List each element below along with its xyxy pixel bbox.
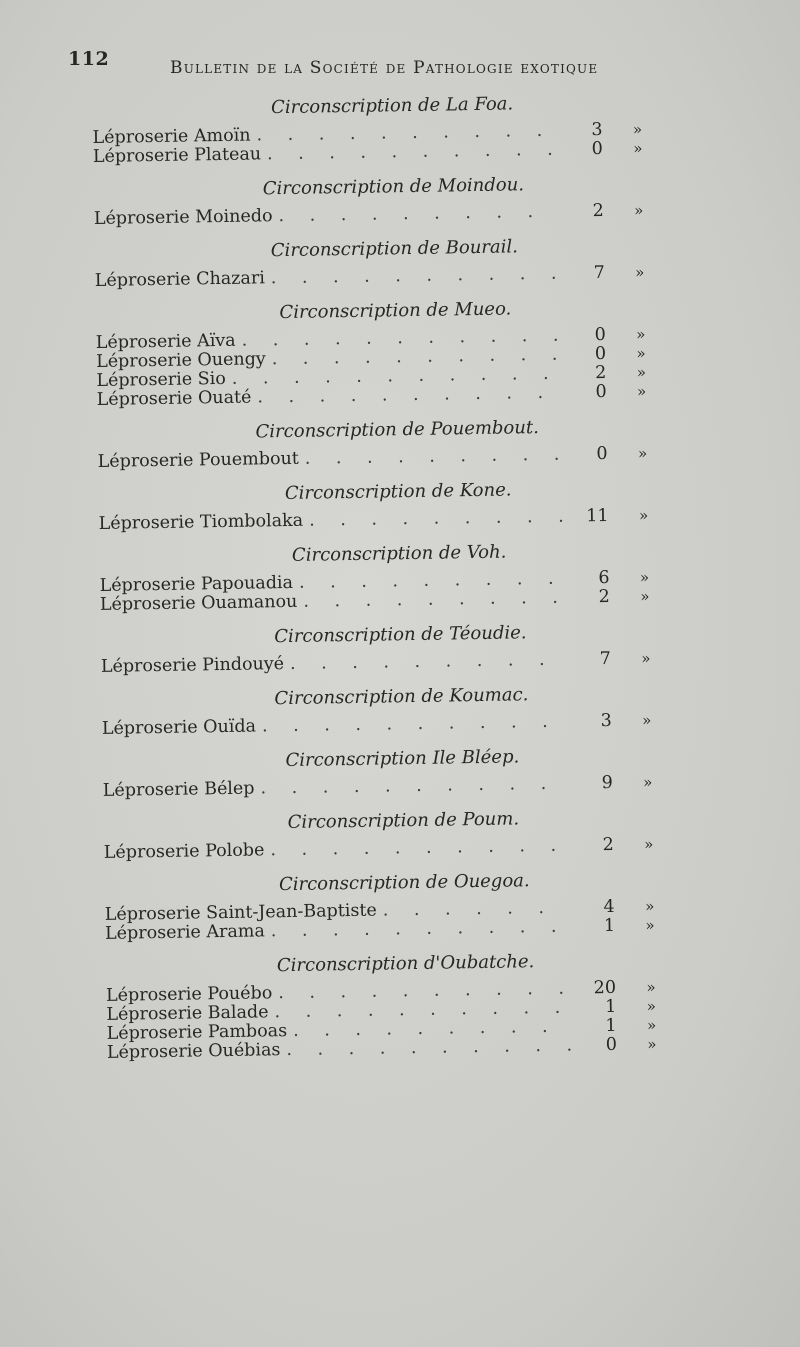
entry-name: Léproserie Ouébias xyxy=(106,1040,281,1063)
section-heading: Circonscription de Kone. xyxy=(284,479,512,505)
dot-leader xyxy=(309,508,563,531)
entry-name: Léproserie Pouembout xyxy=(97,448,299,472)
ditto-mark: » xyxy=(646,997,657,1016)
ditto-mark: » xyxy=(647,1035,657,1054)
circonscription-section xyxy=(99,525,680,615)
entry-value: 6 xyxy=(598,567,610,589)
circonscription-section xyxy=(93,158,674,229)
circonscription-section xyxy=(105,935,687,1063)
circonscription-section xyxy=(103,792,684,863)
entry-name: Léproserie Bélep xyxy=(102,778,255,801)
section-heading: Circonscription de Pouembout. xyxy=(255,417,540,443)
ditto-mark: » xyxy=(644,835,654,854)
section-heading: Circonscription de La Foa. xyxy=(270,93,514,119)
ditto-mark: » xyxy=(638,506,649,525)
circonscription-section xyxy=(102,730,683,801)
ditto-mark: » xyxy=(633,139,643,158)
entry-value: 2 xyxy=(598,586,611,608)
entry-value: 9 xyxy=(601,772,613,794)
section-heading: Circonscription de Moindou. xyxy=(262,174,525,200)
entry-value: 0 xyxy=(591,138,603,160)
entry-name: Léproserie Pindouyé xyxy=(100,654,285,677)
entry-value: 0 xyxy=(595,381,607,403)
ditto-mark: » xyxy=(640,587,650,606)
ditto-mark: » xyxy=(634,201,644,220)
entry-name: Léproserie Tiombolaka xyxy=(98,510,304,534)
ditto-mark: » xyxy=(642,711,652,730)
circonscription-section xyxy=(94,220,675,291)
section-heading: Circonscription de Bourail. xyxy=(270,236,519,262)
entry-name: Léproserie Ouengy xyxy=(95,349,266,372)
running-head: Bulletin de la Société de Pathologie exotique xyxy=(170,58,599,78)
entry-value: 0 xyxy=(596,443,608,465)
ditto-mark: » xyxy=(635,263,645,282)
entry-name: Léproserie Arama xyxy=(104,921,266,944)
entry-value: 2 xyxy=(602,834,614,856)
entry-name: Léproserie Sio xyxy=(96,368,226,391)
entry-name: Léproserie Plateau xyxy=(92,144,262,167)
entry-value: 7 xyxy=(599,648,612,670)
section-heading: Circonscription de Poum. xyxy=(287,808,520,834)
leproserie-list xyxy=(92,91,687,1063)
section-heading: Circonscription de Koumac. xyxy=(274,684,529,710)
circonscription-section xyxy=(97,401,678,472)
section-heading: Circonscription de Mueo. xyxy=(279,298,512,324)
ditto-mark: » xyxy=(636,363,647,382)
ditto-mark: » xyxy=(632,120,643,139)
entry-value: 0 xyxy=(594,324,606,346)
ditto-mark: » xyxy=(636,382,647,401)
entry-name: Léproserie Ouamanou xyxy=(99,591,298,615)
entry-name: Léproserie Aïva xyxy=(95,330,236,353)
ditto-mark: » xyxy=(643,773,653,792)
entry-name: Léproserie Ouaté xyxy=(96,387,252,410)
circonscription-section xyxy=(95,282,677,410)
entry-value: 7 xyxy=(593,262,605,284)
ditto-mark: » xyxy=(646,978,656,997)
ditto-mark: » xyxy=(636,344,646,363)
entry-value: 2 xyxy=(595,362,607,384)
entry-name: Léproserie Chazari xyxy=(94,268,265,291)
entry-name: Léproserie Balade xyxy=(106,1002,269,1025)
entry-value: 3 xyxy=(591,119,603,141)
entry-value: 0 xyxy=(605,1034,618,1056)
section-heading: Circonscription Ile Bléep. xyxy=(285,746,520,772)
section-heading: Circonscription d'Oubatche. xyxy=(276,951,535,977)
page-number: 112 xyxy=(68,48,110,70)
circonscription-section xyxy=(104,854,685,944)
entry-value: 2 xyxy=(592,200,604,222)
ditto-mark: » xyxy=(637,444,648,463)
entry-name: Léproserie Ouïda xyxy=(101,716,257,739)
entry-value: 20 xyxy=(593,977,617,999)
entry-value: 0 xyxy=(594,343,607,365)
ditto-mark: » xyxy=(641,649,651,668)
ditto-mark: » xyxy=(639,568,650,587)
section-heading: Circonscription de Ouegoa. xyxy=(278,870,530,896)
circonscription-section xyxy=(101,668,682,739)
circonscription-section xyxy=(100,606,681,677)
entry-name: Léproserie Papouadia xyxy=(99,572,294,596)
dot-leader xyxy=(305,446,562,469)
entry-name: Léproserie Polobe xyxy=(103,840,265,863)
entry-value: 1 xyxy=(603,915,616,937)
entry-value: 1 xyxy=(605,1015,617,1037)
entry-name: Léproserie Pamboas xyxy=(106,1021,288,1044)
entry-value: 11 xyxy=(586,505,609,527)
section-heading: Circonscription de Voh. xyxy=(291,541,507,566)
section-heading: Circonscription de Téoudie. xyxy=(274,622,527,648)
circonscription-section xyxy=(92,91,673,167)
ditto-mark: » xyxy=(644,897,655,916)
ditto-mark: » xyxy=(636,325,646,344)
ditto-mark: » xyxy=(646,1016,657,1035)
entry-value: 3 xyxy=(600,710,612,732)
entry-value: 4 xyxy=(603,896,615,918)
entry-value: 1 xyxy=(605,996,617,1018)
entry-name: Léproserie Saint-Jean-Baptiste xyxy=(104,900,377,925)
entry-name: Léproserie Moinedo xyxy=(93,206,273,229)
entry-name: Léproserie Amoïn xyxy=(92,125,251,148)
ditto-mark: » xyxy=(645,916,655,935)
circonscription-section xyxy=(98,463,679,534)
entry-name: Léproserie Pouébo xyxy=(105,983,273,1006)
dot-leader xyxy=(286,1037,571,1060)
